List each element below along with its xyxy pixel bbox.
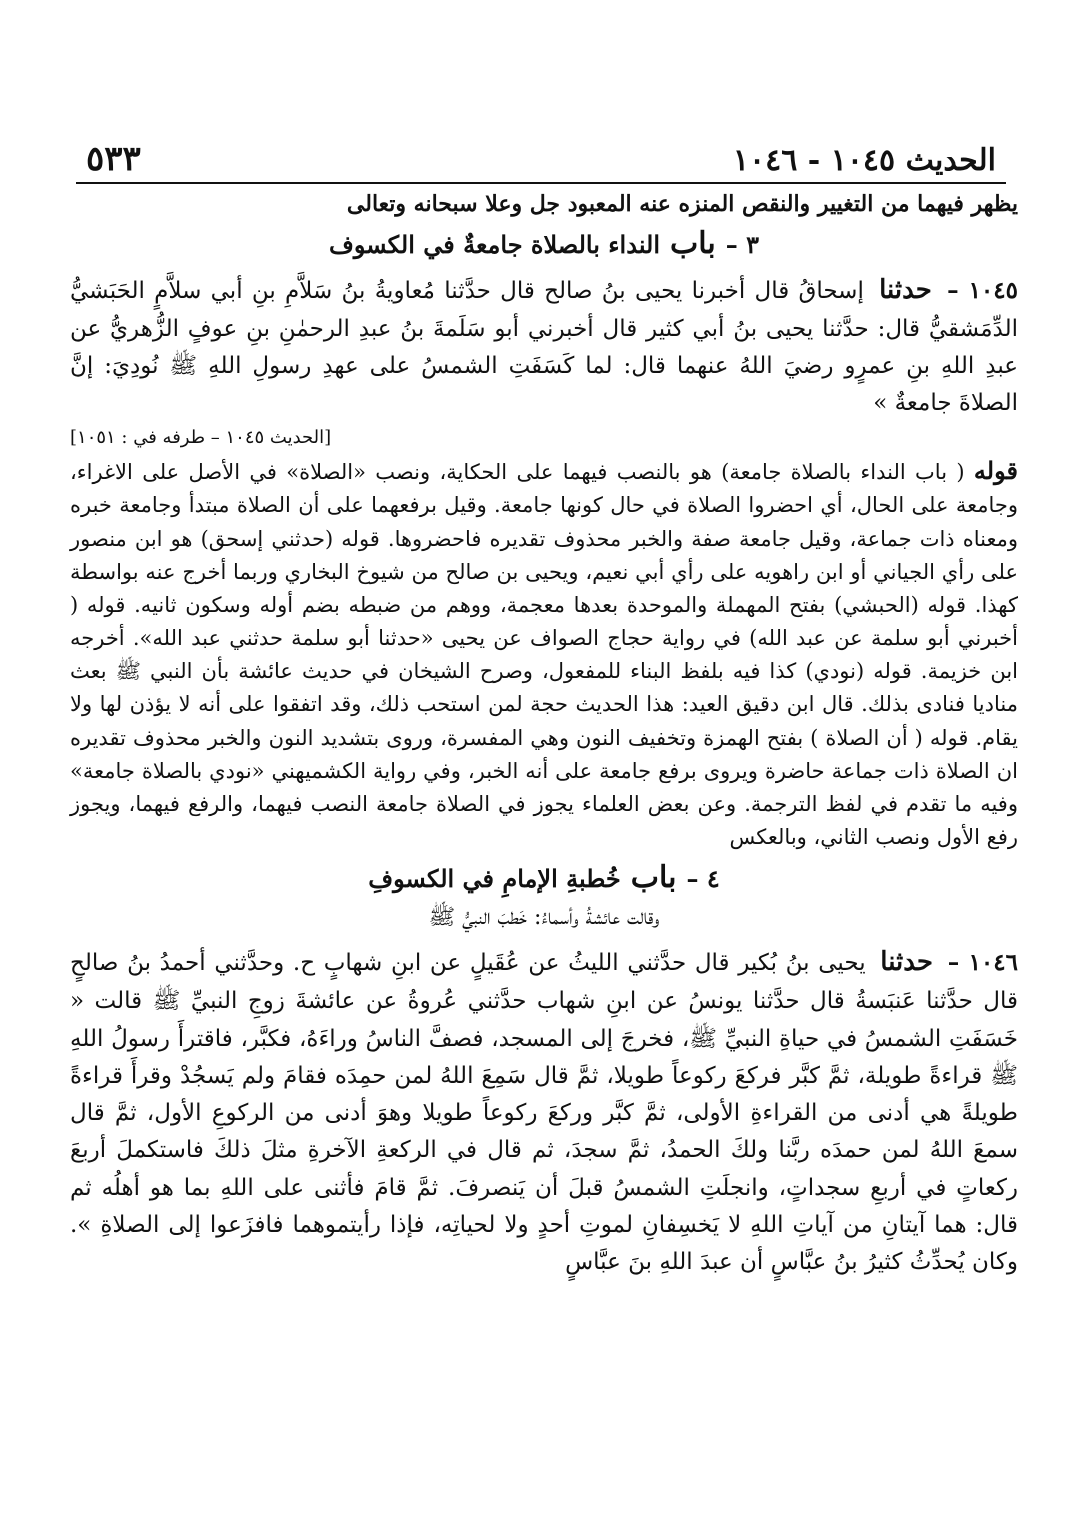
chapter-subtitle: وقالت عائشةُ وأسماءُ: خَطبَ النبيُّ ﷺ <box>428 905 660 931</box>
hadith-lead: حدثنا <box>880 947 934 978</box>
page-header <box>86 128 996 179</box>
commentary-lead: قوله <box>973 455 1018 485</box>
page-number: ٥٣٣ <box>86 139 141 179</box>
chapter-bab: باب <box>630 860 677 896</box>
chapter-heading-3 <box>70 226 1018 261</box>
chapter-title: النداء بالصلاة جامعةٌ في الكسوف <box>328 229 661 259</box>
commentary-text: ( باب النداء بالصلاة جامعة) هو بالنصب فيهما على الحكاية، ونصب «الصلاة» في الأصل على الاغراء، وجامعة على الحال، أي احضروا الصلاة في حال كونها جامعة. وقيل برفعهما على أن الصلاة مبتدأ وجامعة خبره ومعناه ذات جماعة، وقيل جامعة صفة والخبر محذوف تقديره فاحضروها. قوله (حدثني إسحق) هو ابن منصور على رأي الجياني أو ابن راهويه على رأي أبي نعيم، ويحيى بن صالح من شيوخ البخاري وربما أخرج عنه بواسطة كهذا. قوله (الحبشي) بفتح المهملة والموحدة بعدها معجمة، ووهم من ضبطه بضم أوله وسكون ثانيه. قوله ( أخبرني أبو سلمة عن عبد الله) في رواية حجاج الصواف عن يحيى «حدثنا أبو سلمة حدثني عبد الله». أخرجه ابن خزيمة. قوله (نودي) كذا فيه بلفظ البناء للمفعول، وصرح الشيخان في حديث عائشة بأن النبي ﷺ بعث مناديا فنادى بذلك. قال ابن دقيق العيد: هذا الحديث حجة لمن استحب ذلك، وقد اتفقوا على أنه لا يؤذن لها ولا يقام. قوله ( أن الصلاة ) بفتح الهمزة وتخفيف النون وهي المفسرة، وروى بتشديد النون والخبر محذوف تقديره ان الصلاة ذات جماعة حاضرة ويروى برفع جامعة على أنه الخبر، وفي رواية الكشميهني «نودي بالصلاة جامعة» وفيه ما تقدم في لفظ الترجمة. وعن بعض العلماء يجوز في الصلاة جامعة النصب فيهما، والرفع فيهما، ويجوز رفع الأول ونصب الثاني، وبالعكس <box>70 459 1018 850</box>
chapter-title: خُطبةِ الإمامِ في الكسوفِ <box>368 864 621 894</box>
hadith-number: ١٠٤٥ – <box>947 276 1018 304</box>
chapter-number: ٤ – <box>686 864 720 894</box>
chapter-bab: باب <box>670 225 716 261</box>
hadith-text: إسحاقُ قال أخبرنا يحيى بنُ صالح قال حدَّثنا مُعاويةُ بنُ سَلاَّمِ بنِ أبي سلاَّمٍ الحَبَشيُّ الدِّمَشقيُّ قال: حدَّثنا يحيى بنُ أبي كثير قال أخبرني أبو سَلَمةَ بنُ عبدِ الرحمٰنِ بنِ عوفٍ الزُّهريُّ عن عبدِ اللهِ بنِ عمرٍو رضيَ اللهُ عنهما قال: لما كَسَفَتِ الشمسُ على عهدِ رسولِ اللهِ ﷺ نُودِيَ: إنَّ الصلاةَ جامعةٌ » <box>70 277 1018 417</box>
hadith-1045 <box>70 269 1018 423</box>
hadith-reference: [الحديث ١٠٤٥ – طرفه في : ١٠٥١] <box>70 426 332 448</box>
page-body <box>70 190 1018 1285</box>
hadith-1046 <box>70 941 1018 1281</box>
hadith-text: يحيى بنُ بُكير قال حدَّثني الليثُ عن عُقَيلٍ عن ابنِ شهابٍ ح. وحدَّثني أحمدُ بنُ صالحٍ قال حدَّثنا عَنبَسةُ قال حدَّثنا يونسُ عن ابنِ شهاب حدَّثني عُروةُ عن عائشةَ زوجِ النبيِّ ﷺ قالت « خَسَفَتِ الشمسُ في حياةِ النبيِّ ﷺ، فخرجَ إلى المسجد، فصفَّ الناسُ وراءَهُ، فكبَّر، فاقترأَ رسولُ اللهِ ﷺ قراءةً طويلة، ثمَّ كبَّر فركعَ ركوعاً طويلا، ثمَّ قال سَمِعَ اللهُ لمن حمِدَه فقامَ ولم يَسجُدْ وقرأَ قراءةً طويلةً هي أدنى من القراءةِ الأولى، ثمَّ كبَّر وركعَ ركوعاً طويلا وهوَ أدنى من الركوعِ الأول، ثمَّ قال سمعَ اللهُ لمن حمدَه ربَّنا ولكَ الحمدُ، ثمَّ سجدَ، ثم قال في الركعةِ الآخرةِ مثلَ ذلكَ فاستكملَ أربعَ ركعاتٍ في أربعِ سجداتٍ، وانجلَتِ الشمسُ قبلَ أن يَنصرفَ. ثمَّ قامَ فأثنى على اللهِ بما هو أهلُه ثم قال: هما آيتانِ من آياتِ اللهِ لا يَخسِفانِ لموتِ أحدٍ ولا لحياتِه، فإذا رأيتموهما فافزَعوا إلى الصلاةِ ». وكان يُحدِّثُ كثيرُ بنُ عبَّاسٍ أن عبدَ اللهِ بنَ عبَّاسٍ <box>70 950 1018 1276</box>
running-title: الحديث ١٠٤٥ - ١٠٤٦ <box>732 143 996 178</box>
hadith-number: ١٠٤٦ – <box>947 949 1018 977</box>
chapter-heading-4 <box>70 860 1018 895</box>
chapter-number: ٣ – <box>725 229 760 259</box>
intro-line: يظهر فيهما من التغيير والنقص المنزه عنه المعبود جل وعلا سبحانه وتعالى <box>346 191 1018 217</box>
commentary-1045 <box>70 452 1018 855</box>
header-rule <box>76 182 1006 184</box>
hadith-lead: حدثنا <box>879 274 932 305</box>
